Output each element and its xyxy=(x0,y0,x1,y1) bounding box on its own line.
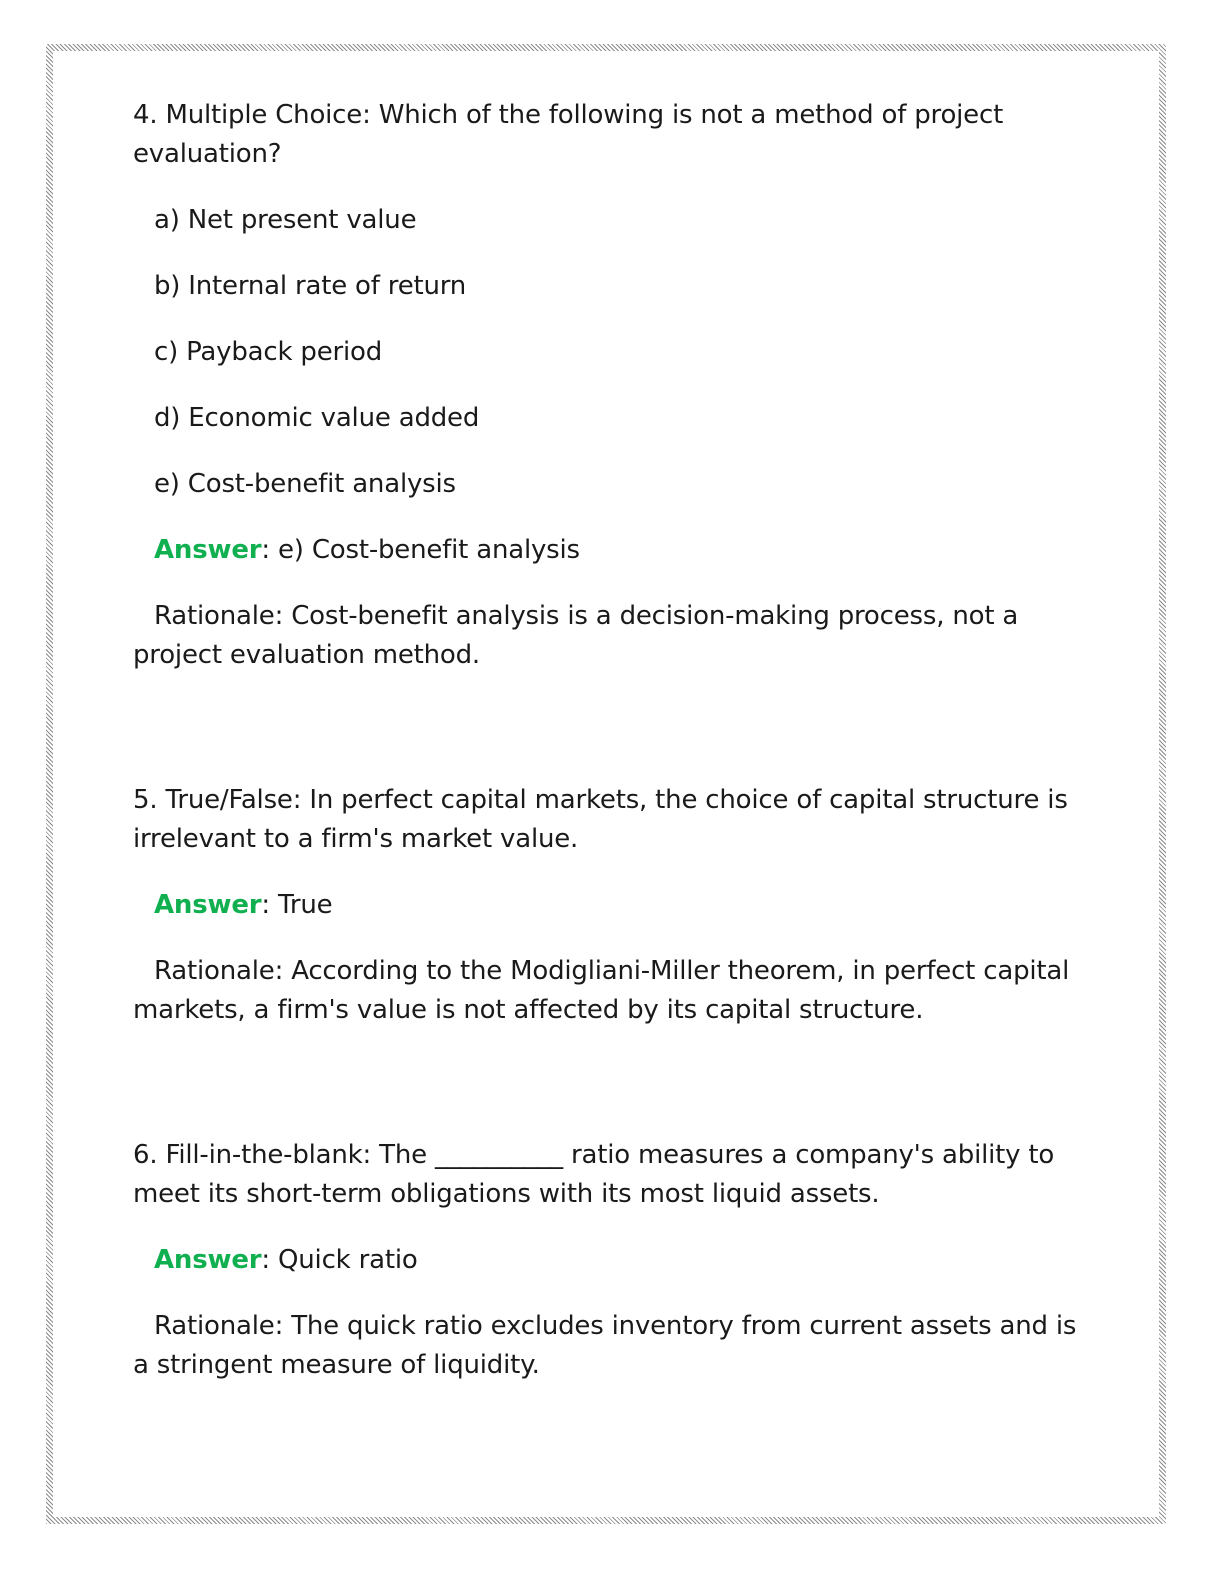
rationale: Rationale: According to the Modigliani-Miller theorem, in perfect capital markets, a firm's value is not affected by its capital structure. xyxy=(133,956,1070,1025)
question-4 xyxy=(133,96,1093,675)
spacer xyxy=(133,702,1093,781)
question-stem: 4. Multiple Choice: Which of the following is not a method of project evaluation? xyxy=(133,100,1004,169)
option-e: e) Cost-benefit analysis xyxy=(154,469,456,499)
answer-label: Answer xyxy=(154,535,262,565)
answer-text: : e) Cost-benefit analysis xyxy=(261,535,580,565)
option-c: c) Payback period xyxy=(154,337,383,367)
option-a: a) Net present value xyxy=(154,205,417,235)
answer-line xyxy=(133,886,1093,925)
option-d: d) Economic value added xyxy=(154,403,480,433)
answer-label: Answer xyxy=(154,890,262,920)
answer-line xyxy=(133,1241,1093,1280)
answer-line xyxy=(133,531,1093,570)
option-b: b) Internal rate of return xyxy=(154,271,467,301)
question-stem: 5. True/False: In perfect capital markets, the choice of capital structure is irrelevant to a firm's market value. xyxy=(133,785,1068,854)
question-5 xyxy=(133,781,1093,1030)
rationale: Rationale: Cost-benefit analysis is a decision-making process, not a project evaluation method. xyxy=(133,601,1019,670)
answer-text: : Quick ratio xyxy=(261,1245,418,1275)
question-6 xyxy=(133,1136,1093,1385)
question-stem: 6. Fill-in-the-blank: The __________ ratio measures a company's ability to meet its short-term obligations with its most liquid assets. xyxy=(133,1140,1055,1209)
answer-label: Answer xyxy=(154,1245,262,1275)
spacer xyxy=(133,1057,1093,1136)
rationale: Rationale: The quick ratio excludes inventory from current assets and is a stringent measure of liquidity. xyxy=(133,1311,1077,1380)
answer-text: : True xyxy=(261,890,333,920)
document-body xyxy=(133,96,1093,1412)
